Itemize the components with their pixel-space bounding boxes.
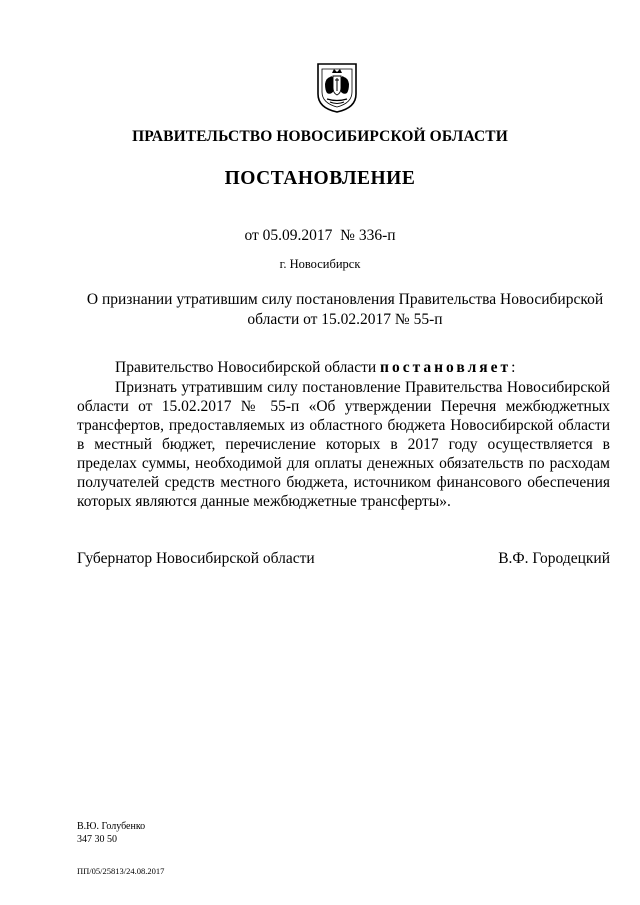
signatory-name: В.Ф. Городецкий — [498, 550, 610, 567]
executor-name: В.Ю. Голубенко — [77, 821, 146, 832]
executor-block — [77, 820, 145, 846]
preamble — [115, 358, 615, 378]
preamble-text: Правительство Новосибирской области — [115, 359, 381, 376]
subject-line-1: О признании утратившим силу постановления Правительства Новосибирской — [86, 291, 604, 308]
authority-title: ПРАВИТЕЛЬСТВО НОВОСИБИРСКОЙ ОБЛАСТИ — [132, 128, 508, 145]
preamble-colon: : — [511, 359, 516, 376]
city-label: г. Новосибирск — [279, 257, 361, 271]
document-subject — [80, 290, 610, 330]
novosibirsk-coat-of-arms-icon — [316, 62, 358, 114]
preamble-verb: постановляет — [380, 359, 512, 376]
document-date: 05.09.2017 — [262, 227, 333, 244]
signatory-position: Губернатор Новосибирской области — [77, 550, 315, 567]
document-type-title: ПОСТАНОВЛЕНИЕ — [224, 168, 416, 189]
signature-block — [77, 550, 610, 568]
registration-code: ПП/05/25813/24.08.2017 — [77, 866, 165, 876]
document-date-line — [0, 227, 640, 245]
document-number: № 336-п — [340, 227, 396, 244]
subject-line-2: области от 15.02.2017 № 55-п — [247, 311, 443, 328]
decree-paragraph: Признать утратившим силу постановление Правительства Новосибирской области от 15.02.2017 № 55-п «Об утверждении Перечня межбюджетных трансфертов, предоставляемых из областного бюджета Новосибирской области в местный бюджет, перечисление которых в 2017 году осуществляется в пределах суммы, необходимой для оплаты денежных обязательств по расходам получателей средств местного бюджета, источником финансового обеспечения которых являются данные межбюджетные трансферты». — [77, 379, 610, 510]
executor-phone: 347 30 50 — [77, 834, 117, 845]
date-prefix: от — [244, 227, 259, 244]
